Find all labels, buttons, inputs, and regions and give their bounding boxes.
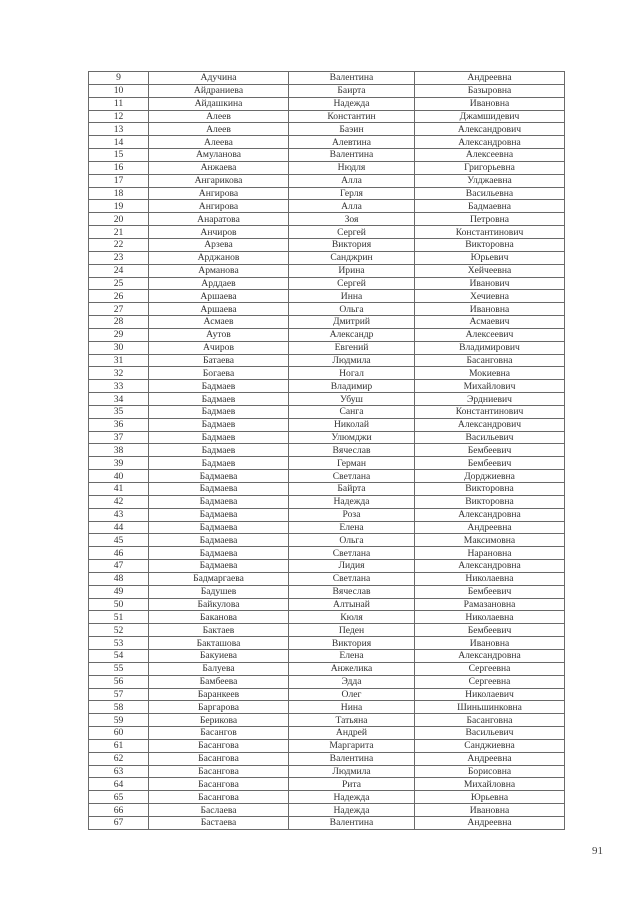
row-number-cell: 35 bbox=[89, 405, 149, 418]
row-number-cell: 67 bbox=[89, 816, 149, 829]
table-row bbox=[89, 470, 565, 483]
first-name-cell: Светлана bbox=[289, 470, 415, 483]
table-row bbox=[89, 585, 565, 598]
table-row bbox=[89, 341, 565, 354]
table-row bbox=[89, 727, 565, 740]
patronymic-cell: Андреевна bbox=[415, 752, 565, 765]
patronymic-cell: Викторовна bbox=[415, 495, 565, 508]
last-name-cell: Богаева bbox=[149, 367, 289, 380]
row-number-cell: 59 bbox=[89, 714, 149, 727]
last-name-cell: Арзева bbox=[149, 238, 289, 251]
last-name-cell: Арджанов bbox=[149, 251, 289, 264]
patronymic-cell: Нарановна bbox=[415, 547, 565, 560]
first-name-cell: Педен bbox=[289, 624, 415, 637]
row-number-cell: 41 bbox=[89, 483, 149, 496]
page-number: 91 bbox=[592, 845, 603, 857]
last-name-cell: Бадмаева bbox=[149, 547, 289, 560]
row-number-cell: 14 bbox=[89, 136, 149, 149]
row-number-cell: 40 bbox=[89, 470, 149, 483]
first-name-cell: Андрей bbox=[289, 727, 415, 740]
first-name-cell: Константин bbox=[289, 110, 415, 123]
table-row bbox=[89, 804, 565, 817]
first-name-cell: Евгений bbox=[289, 341, 415, 354]
last-name-cell: Асмаев bbox=[149, 316, 289, 329]
first-name-cell: Надежда bbox=[289, 804, 415, 817]
last-name-cell: Амуланова bbox=[149, 149, 289, 162]
row-number-cell: 39 bbox=[89, 457, 149, 470]
table-row bbox=[89, 97, 565, 110]
last-name-cell: Бадмаев bbox=[149, 431, 289, 444]
patronymic-cell: Константинович bbox=[415, 405, 565, 418]
row-number-cell: 65 bbox=[89, 791, 149, 804]
first-name-cell: Баэин bbox=[289, 123, 415, 136]
table-row bbox=[89, 123, 565, 136]
patronymic-cell: Григорьевна bbox=[415, 161, 565, 174]
last-name-cell: Байкулова bbox=[149, 598, 289, 611]
table-row bbox=[89, 765, 565, 778]
first-name-cell: Маргарита bbox=[289, 739, 415, 752]
table-row bbox=[89, 226, 565, 239]
last-name-cell: Бадмаев bbox=[149, 444, 289, 457]
first-name-cell: Вячеслав bbox=[289, 585, 415, 598]
table-row bbox=[89, 483, 565, 496]
row-number-cell: 53 bbox=[89, 637, 149, 650]
table-row bbox=[89, 791, 565, 804]
first-name-cell: Людмила bbox=[289, 765, 415, 778]
first-name-cell: Нюдля bbox=[289, 161, 415, 174]
first-name-cell: Валентина bbox=[289, 752, 415, 765]
table-row bbox=[89, 238, 565, 251]
row-number-cell: 34 bbox=[89, 393, 149, 406]
last-name-cell: Баканова bbox=[149, 611, 289, 624]
patronymic-cell: Джамшидевич bbox=[415, 110, 565, 123]
row-number-cell: 46 bbox=[89, 547, 149, 560]
last-name-cell: Басангова bbox=[149, 752, 289, 765]
patronymic-cell: Михайлович bbox=[415, 380, 565, 393]
row-number-cell: 45 bbox=[89, 534, 149, 547]
table-row bbox=[89, 72, 565, 85]
table-row bbox=[89, 277, 565, 290]
last-name-cell: Аршаева bbox=[149, 290, 289, 303]
patronymic-cell: Асмаевич bbox=[415, 316, 565, 329]
row-number-cell: 43 bbox=[89, 508, 149, 521]
row-number-cell: 25 bbox=[89, 277, 149, 290]
first-name-cell: Елена bbox=[289, 521, 415, 534]
table-row bbox=[89, 778, 565, 791]
row-number-cell: 51 bbox=[89, 611, 149, 624]
first-name-cell: Людмила bbox=[289, 354, 415, 367]
patronymic-cell: Васильевич bbox=[415, 431, 565, 444]
last-name-cell: Бастаева bbox=[149, 816, 289, 829]
table-row bbox=[89, 611, 565, 624]
last-name-cell: Басангова bbox=[149, 739, 289, 752]
names-table-body bbox=[89, 72, 565, 830]
patronymic-cell: Андреевна bbox=[415, 521, 565, 534]
first-name-cell: Николай bbox=[289, 418, 415, 431]
table-row bbox=[89, 752, 565, 765]
table-row bbox=[89, 149, 565, 162]
table-row bbox=[89, 534, 565, 547]
last-name-cell: Бадмаев bbox=[149, 405, 289, 418]
patronymic-cell: Николаевич bbox=[415, 688, 565, 701]
row-number-cell: 28 bbox=[89, 316, 149, 329]
last-name-cell: Бадмаева bbox=[149, 495, 289, 508]
last-name-cell: Анаратова bbox=[149, 213, 289, 226]
row-number-cell: 42 bbox=[89, 495, 149, 508]
last-name-cell: Бадмаева bbox=[149, 560, 289, 573]
first-name-cell: Алевтина bbox=[289, 136, 415, 149]
table-row bbox=[89, 457, 565, 470]
table-row bbox=[89, 264, 565, 277]
first-name-cell: Ногал bbox=[289, 367, 415, 380]
table-row bbox=[89, 380, 565, 393]
first-name-cell: Баирта bbox=[289, 84, 415, 97]
patronymic-cell: Басанговна bbox=[415, 714, 565, 727]
patronymic-cell: Александрович bbox=[415, 123, 565, 136]
row-number-cell: 21 bbox=[89, 226, 149, 239]
first-name-cell: Инна bbox=[289, 290, 415, 303]
last-name-cell: Алеева bbox=[149, 136, 289, 149]
last-name-cell: Алеев bbox=[149, 123, 289, 136]
last-name-cell: Бадмаева bbox=[149, 483, 289, 496]
last-name-cell: Бадмаева bbox=[149, 534, 289, 547]
first-name-cell: Валентина bbox=[289, 816, 415, 829]
last-name-cell: Бактаев bbox=[149, 624, 289, 637]
row-number-cell: 13 bbox=[89, 123, 149, 136]
patronymic-cell: Андреевна bbox=[415, 72, 565, 85]
first-name-cell: Сергей bbox=[289, 226, 415, 239]
row-number-cell: 20 bbox=[89, 213, 149, 226]
first-name-cell: Александр bbox=[289, 328, 415, 341]
patronymic-cell: Николаевна bbox=[415, 611, 565, 624]
patronymic-cell: Андреевна bbox=[415, 816, 565, 829]
last-name-cell: Ангирова bbox=[149, 200, 289, 213]
row-number-cell: 57 bbox=[89, 688, 149, 701]
row-number-cell: 23 bbox=[89, 251, 149, 264]
patronymic-cell: Дорджиевна bbox=[415, 470, 565, 483]
row-number-cell: 19 bbox=[89, 200, 149, 213]
last-name-cell: Бадмаева bbox=[149, 470, 289, 483]
table-row bbox=[89, 393, 565, 406]
row-number-cell: 56 bbox=[89, 675, 149, 688]
first-name-cell: Виктория bbox=[289, 637, 415, 650]
first-name-cell: Байрта bbox=[289, 483, 415, 496]
table-row bbox=[89, 328, 565, 341]
patronymic-cell: Эрдниевич bbox=[415, 393, 565, 406]
row-number-cell: 60 bbox=[89, 727, 149, 740]
table-row bbox=[89, 431, 565, 444]
last-name-cell: Басангова bbox=[149, 791, 289, 804]
row-number-cell: 15 bbox=[89, 149, 149, 162]
first-name-cell: Кюля bbox=[289, 611, 415, 624]
patronymic-cell: Улджаевна bbox=[415, 174, 565, 187]
patronymic-cell: Викторовна bbox=[415, 483, 565, 496]
first-name-cell: Татьяна bbox=[289, 714, 415, 727]
first-name-cell: Надежда bbox=[289, 97, 415, 110]
last-name-cell: Аутов bbox=[149, 328, 289, 341]
last-name-cell: Арддаев bbox=[149, 277, 289, 290]
patronymic-cell: Владимирович bbox=[415, 341, 565, 354]
table-row bbox=[89, 495, 565, 508]
last-name-cell: Бадушев bbox=[149, 585, 289, 598]
patronymic-cell: Ивановна bbox=[415, 303, 565, 316]
patronymic-cell: Шиньшинковна bbox=[415, 701, 565, 714]
table-row bbox=[89, 303, 565, 316]
last-name-cell: Берикова bbox=[149, 714, 289, 727]
first-name-cell: Роза bbox=[289, 508, 415, 521]
patronymic-cell: Александрович bbox=[415, 418, 565, 431]
last-name-cell: Басангова bbox=[149, 765, 289, 778]
table-row bbox=[89, 521, 565, 534]
patronymic-cell: Бембеевич bbox=[415, 444, 565, 457]
row-number-cell: 48 bbox=[89, 572, 149, 585]
last-name-cell: Ачиров bbox=[149, 341, 289, 354]
table-row bbox=[89, 816, 565, 829]
patronymic-cell: Васильевна bbox=[415, 187, 565, 200]
patronymic-cell: Рамазановна bbox=[415, 598, 565, 611]
last-name-cell: Аршаева bbox=[149, 303, 289, 316]
first-name-cell: Ольга bbox=[289, 534, 415, 547]
row-number-cell: 33 bbox=[89, 380, 149, 393]
first-name-cell: Улюмджи bbox=[289, 431, 415, 444]
patronymic-cell: Бембеевич bbox=[415, 585, 565, 598]
last-name-cell: Ангарикова bbox=[149, 174, 289, 187]
first-name-cell: Владимир bbox=[289, 380, 415, 393]
row-number-cell: 26 bbox=[89, 290, 149, 303]
patronymic-cell: Борисовна bbox=[415, 765, 565, 778]
table-row bbox=[89, 200, 565, 213]
row-number-cell: 64 bbox=[89, 778, 149, 791]
last-name-cell: Адучина bbox=[149, 72, 289, 85]
table-row bbox=[89, 560, 565, 573]
table-row bbox=[89, 572, 565, 585]
patronymic-cell: Александровна bbox=[415, 136, 565, 149]
last-name-cell: Батаева bbox=[149, 354, 289, 367]
table-row bbox=[89, 649, 565, 662]
first-name-cell: Валентина bbox=[289, 149, 415, 162]
table-row bbox=[89, 405, 565, 418]
patronymic-cell: Алексеевна bbox=[415, 149, 565, 162]
patronymic-cell: Базыровна bbox=[415, 84, 565, 97]
table-row bbox=[89, 662, 565, 675]
first-name-cell: Алла bbox=[289, 174, 415, 187]
first-name-cell: Санджрин bbox=[289, 251, 415, 264]
last-name-cell: Бадмаев bbox=[149, 418, 289, 431]
row-number-cell: 17 bbox=[89, 174, 149, 187]
last-name-cell: Балуева bbox=[149, 662, 289, 675]
patronymic-cell: Ивановна bbox=[415, 97, 565, 110]
first-name-cell: Светлана bbox=[289, 547, 415, 560]
row-number-cell: 10 bbox=[89, 84, 149, 97]
row-number-cell: 27 bbox=[89, 303, 149, 316]
table-row bbox=[89, 161, 565, 174]
last-name-cell: Баргарова bbox=[149, 701, 289, 714]
names-table bbox=[88, 71, 565, 830]
last-name-cell: Бакташова bbox=[149, 637, 289, 650]
first-name-cell: Виктория bbox=[289, 238, 415, 251]
patronymic-cell: Сергеевна bbox=[415, 662, 565, 675]
patronymic-cell: Хечиевна bbox=[415, 290, 565, 303]
row-number-cell: 9 bbox=[89, 72, 149, 85]
first-name-cell: Алла bbox=[289, 200, 415, 213]
first-name-cell: Елена bbox=[289, 649, 415, 662]
first-name-cell: Алтынай bbox=[289, 598, 415, 611]
last-name-cell: Анчиров bbox=[149, 226, 289, 239]
row-number-cell: 63 bbox=[89, 765, 149, 778]
row-number-cell: 16 bbox=[89, 161, 149, 174]
patronymic-cell: Бадмаевна bbox=[415, 200, 565, 213]
patronymic-cell: Сергеевна bbox=[415, 675, 565, 688]
row-number-cell: 49 bbox=[89, 585, 149, 598]
row-number-cell: 52 bbox=[89, 624, 149, 637]
table-row bbox=[89, 701, 565, 714]
last-name-cell: Бамбеева bbox=[149, 675, 289, 688]
table-row bbox=[89, 418, 565, 431]
first-name-cell: Сергей bbox=[289, 277, 415, 290]
table-row bbox=[89, 251, 565, 264]
table-row bbox=[89, 187, 565, 200]
table-row bbox=[89, 136, 565, 149]
patronymic-cell: Александровна bbox=[415, 649, 565, 662]
table-row bbox=[89, 354, 565, 367]
row-number-cell: 18 bbox=[89, 187, 149, 200]
patronymic-cell: Александровна bbox=[415, 508, 565, 521]
patronymic-cell: Александровна bbox=[415, 560, 565, 573]
row-number-cell: 47 bbox=[89, 560, 149, 573]
row-number-cell: 55 bbox=[89, 662, 149, 675]
row-number-cell: 36 bbox=[89, 418, 149, 431]
table-row bbox=[89, 598, 565, 611]
patronymic-cell: Санджиевна bbox=[415, 739, 565, 752]
row-number-cell: 50 bbox=[89, 598, 149, 611]
first-name-cell: Рита bbox=[289, 778, 415, 791]
table-row bbox=[89, 213, 565, 226]
table-row bbox=[89, 637, 565, 650]
patronymic-cell: Михайловна bbox=[415, 778, 565, 791]
row-number-cell: 54 bbox=[89, 649, 149, 662]
row-number-cell: 30 bbox=[89, 341, 149, 354]
first-name-cell: Валентина bbox=[289, 72, 415, 85]
patronymic-cell: Петровна bbox=[415, 213, 565, 226]
row-number-cell: 11 bbox=[89, 97, 149, 110]
patronymic-cell: Васильевич bbox=[415, 727, 565, 740]
first-name-cell: Санга bbox=[289, 405, 415, 418]
patronymic-cell: Максимовна bbox=[415, 534, 565, 547]
first-name-cell: Зоя bbox=[289, 213, 415, 226]
first-name-cell: Олег bbox=[289, 688, 415, 701]
first-name-cell: Ирина bbox=[289, 264, 415, 277]
table-row bbox=[89, 739, 565, 752]
patronymic-cell: Мокиевна bbox=[415, 367, 565, 380]
row-number-cell: 31 bbox=[89, 354, 149, 367]
table-row bbox=[89, 624, 565, 637]
row-number-cell: 29 bbox=[89, 328, 149, 341]
row-number-cell: 44 bbox=[89, 521, 149, 534]
table-row bbox=[89, 688, 565, 701]
first-name-cell: Ольга bbox=[289, 303, 415, 316]
last-name-cell: Бадмаева bbox=[149, 521, 289, 534]
last-name-cell: Бадмаев bbox=[149, 393, 289, 406]
last-name-cell: Алеев bbox=[149, 110, 289, 123]
last-name-cell: Бадмаев bbox=[149, 457, 289, 470]
first-name-cell: Эдда bbox=[289, 675, 415, 688]
table-row bbox=[89, 84, 565, 97]
last-name-cell: Баранкеев bbox=[149, 688, 289, 701]
last-name-cell: Айдашкина bbox=[149, 97, 289, 110]
table-row bbox=[89, 290, 565, 303]
last-name-cell: Айдраниева bbox=[149, 84, 289, 97]
row-number-cell: 22 bbox=[89, 238, 149, 251]
row-number-cell: 61 bbox=[89, 739, 149, 752]
table-row bbox=[89, 316, 565, 329]
row-number-cell: 58 bbox=[89, 701, 149, 714]
first-name-cell: Лидия bbox=[289, 560, 415, 573]
last-name-cell: Бакуиева bbox=[149, 649, 289, 662]
table-row bbox=[89, 174, 565, 187]
row-number-cell: 32 bbox=[89, 367, 149, 380]
patronymic-cell: Бембеевич bbox=[415, 457, 565, 470]
row-number-cell: 37 bbox=[89, 431, 149, 444]
row-number-cell: 38 bbox=[89, 444, 149, 457]
table-row bbox=[89, 714, 565, 727]
patronymic-cell: Ивановна bbox=[415, 637, 565, 650]
last-name-cell: Бадмаева bbox=[149, 508, 289, 521]
last-name-cell: Баслаева bbox=[149, 804, 289, 817]
patronymic-cell: Бембеевич bbox=[415, 624, 565, 637]
table-row bbox=[89, 675, 565, 688]
patronymic-cell: Николаевна bbox=[415, 572, 565, 585]
patronymic-cell: Алексеевич bbox=[415, 328, 565, 341]
last-name-cell: Бадмаев bbox=[149, 380, 289, 393]
patronymic-cell: Басанговна bbox=[415, 354, 565, 367]
row-number-cell: 24 bbox=[89, 264, 149, 277]
row-number-cell: 62 bbox=[89, 752, 149, 765]
first-name-cell: Дмитрий bbox=[289, 316, 415, 329]
first-name-cell: Надежда bbox=[289, 495, 415, 508]
last-name-cell: Анжаева bbox=[149, 161, 289, 174]
last-name-cell: Бадмаргаева bbox=[149, 572, 289, 585]
first-name-cell: Убуш bbox=[289, 393, 415, 406]
patronymic-cell: Константинович bbox=[415, 226, 565, 239]
patronymic-cell: Иванович bbox=[415, 277, 565, 290]
table-row bbox=[89, 367, 565, 380]
first-name-cell: Нина bbox=[289, 701, 415, 714]
patronymic-cell: Ивановна bbox=[415, 804, 565, 817]
table-row bbox=[89, 110, 565, 123]
patronymic-cell: Викторовна bbox=[415, 238, 565, 251]
last-name-cell: Ангирова bbox=[149, 187, 289, 200]
last-name-cell: Басангов bbox=[149, 727, 289, 740]
first-name-cell: Светлана bbox=[289, 572, 415, 585]
last-name-cell: Арманова bbox=[149, 264, 289, 277]
first-name-cell: Вячеслав bbox=[289, 444, 415, 457]
table-row bbox=[89, 508, 565, 521]
table-row bbox=[89, 547, 565, 560]
first-name-cell: Герман bbox=[289, 457, 415, 470]
first-name-cell: Герля bbox=[289, 187, 415, 200]
row-number-cell: 12 bbox=[89, 110, 149, 123]
patronymic-cell: Хейчеевна bbox=[415, 264, 565, 277]
table-row bbox=[89, 444, 565, 457]
last-name-cell: Басангова bbox=[149, 778, 289, 791]
first-name-cell: Анжелика bbox=[289, 662, 415, 675]
patronymic-cell: Юрьевна bbox=[415, 791, 565, 804]
first-name-cell: Надежда bbox=[289, 791, 415, 804]
patronymic-cell: Юрьевич bbox=[415, 251, 565, 264]
row-number-cell: 66 bbox=[89, 804, 149, 817]
